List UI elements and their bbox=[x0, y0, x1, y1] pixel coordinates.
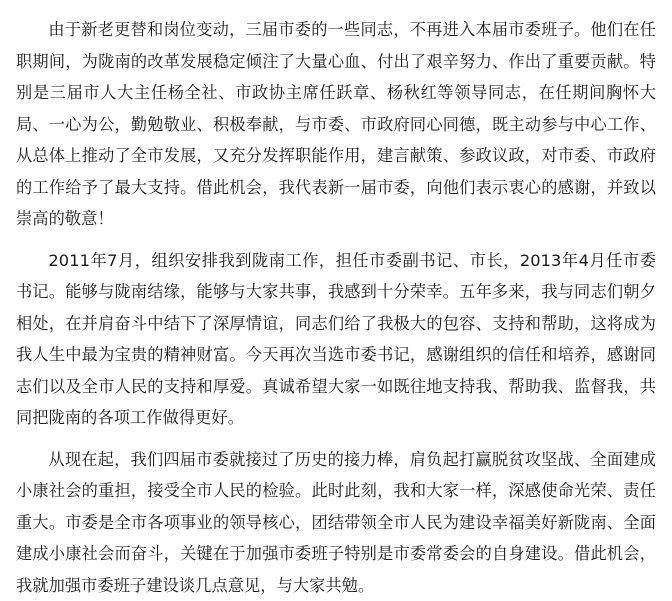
paragraph-1: 由于新老更替和岗位变动，三届市委的一些同志，不再进入本届市委班子。他们在任职期间，为陇南的改革发展稳定倾注了大量心血、付出了艰辛努力、作出了重要贡献。特别是三届市人大主任杨全社、市政协主席任跃章、杨秋红等领导同志，在任期间胸怀大局、一心为公，勤勉敬业、积极奉献，与市委、市政府同心同德，既主动参与中心工作、从总体上推动了全市发展，又充分发挥职能作用，建言献策、参政议政，对市委、市政府的工作给予了最大支持。借此机会，我代表新一届市委，向他们表示衷心的感谢，并致以崇高的敬意！ bbox=[16, 14, 656, 235]
paragraph-3: 从现在起，我们四届市委就接过了历史的接力棒，肩负起打赢脱贫攻坚战、全面建成小康社会的重担，接受全市人民的检验。此时此刻，我和大家一样，深感使命光荣、责任重大。市委是全市各项事业的领导核心，团结带领全市人民为建设幸福美好新陇南、全面建成小康社会而奋斗，关键在于加强市委班子特别是市委常委会的自身建设。借此机会，我就加强市委班子建设谈几点意见，与大家共勉。 bbox=[16, 444, 656, 601]
document-body bbox=[16, 14, 656, 601]
paragraph-2: 2011年7月，组织安排我到陇南工作，担任市委副书记、市长，2013年4月任市委书记。能够与陇南结缘，能够与大家共事，我感到十分荣幸。五年多来，我与同志们朝夕相处，在并肩奋斗中结下了深厚情谊，同志们给了我极大的包容、支持和帮助，这将成为我人生中最为宝贵的精神财富。今天再次当选市委书记，感谢组织的信任和培养，感谢同志们以及全市人民的支持和厚爱。真诚希望大家一如既往地支持我、帮助我、监督我，共同把陇南的各项工作做得更好。 bbox=[16, 245, 656, 434]
